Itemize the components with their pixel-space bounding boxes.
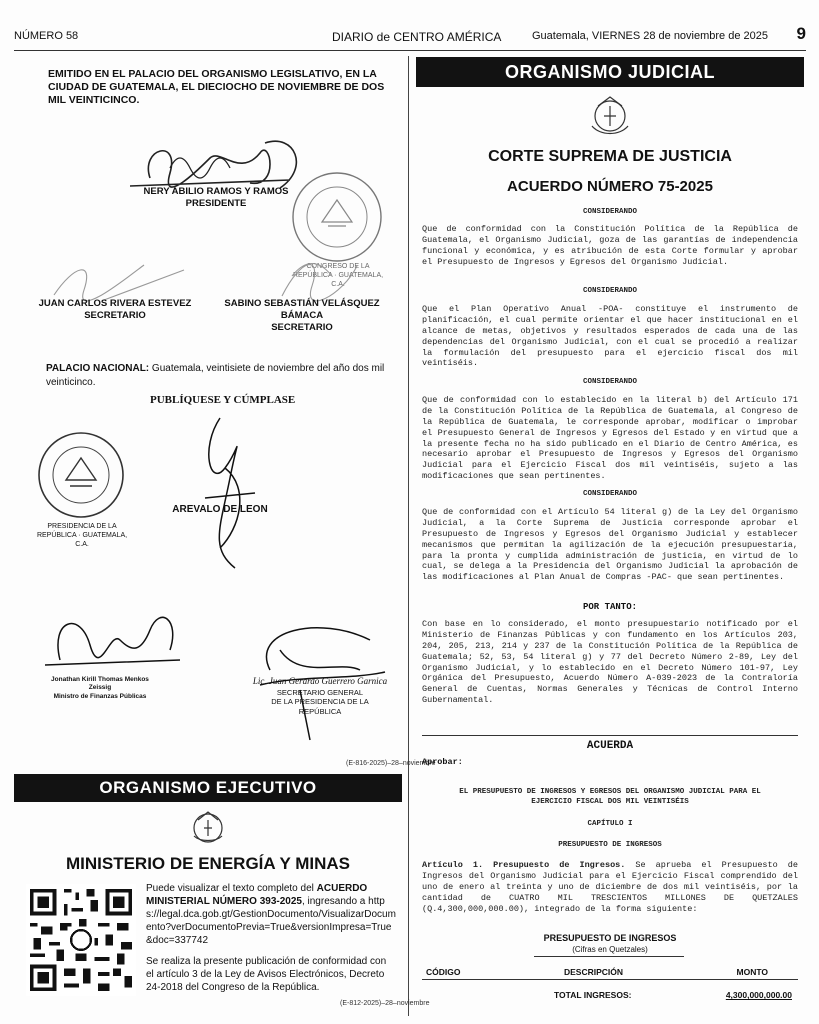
signer-name: SABINO SEBASTIÁN VELÁSQUEZ BÁMACA (224, 298, 380, 321)
column-descripcion: DESCRIPCIÓN (564, 967, 624, 977)
corte-suprema-heading: CORTE SUPREMA DE JUSTICIA (488, 148, 732, 165)
table-header (422, 966, 798, 980)
presupuesto-ingresos-heading: PRESUPUESTO DE INGRESOS (558, 841, 662, 849)
acuerdo-number: ACUERDO NÚMERO 75-2025 (507, 178, 713, 195)
column-codigo: CÓDIGO (426, 967, 461, 977)
minister-signature (40, 676, 160, 701)
considerando-heading: CONSIDERANDO (582, 490, 637, 498)
aprobar-label: Aprobar: (422, 757, 463, 767)
ministerio-heading: MINISTERIO DE ENERGÍA Y MINAS (65, 854, 350, 873)
acuerdo-ministerial: ACUERDO MINISTERIAL NÚMERO 393-2025 (146, 883, 368, 907)
cifras-rule (534, 956, 684, 957)
presidencia-seal-text: PRESIDENCIA DE LA REPÚBLICA · GUATEMALA, C.A. (36, 523, 128, 549)
por-tanto-paragraph: Con base en lo considerado, el monto presupuestario notificado por el Ministerio de Finanzas Públicas y con fundamento en los Artículos 203, 204, 205, 213, 214 y 237 de la Constitución Política de la República de Guatemala; 52, 53, 54 literal g) y 77 del Decreto Número 2-89, Ley del Organismo Judicial, y lo establecido en el Decreto Número 101-97, Ley Orgánica del Presupuesto, Acuerdo Número A-039-2023 de la Contraloría General de Cuentas, Normas Generales y Técnicas de Control Interno Gubernamental. (422, 619, 798, 706)
qr-code-icon[interactable] (26, 884, 136, 996)
total-value: 4,300,000,000.00 (725, 990, 792, 1000)
considerando-paragraph-1: Que de conformidad con la Constitución Política de la República de Guatemala, el Organismo Judicial, goza de las garantías de independencia funcional y económica, y es atribución de esta Corte formular y aprobar el Presupuesto de Ingresos y Egresos del Organismo Judicial. (422, 224, 798, 267)
signer-role: SECRETARIO (84, 309, 146, 321)
considerando-paragraph-4: Que de conformidad con el Artículo 54 literal g) de la Ley del Organismo Judicial, a la Corte Suprema de Justicia corresponde aprobar el Presupuesto de Ingresos y Egresos del Organismo Judicial y establecer mecanismos que permitan la agilización de la ejecución presupuestaria, para la pronta y cumplida administración de justicia, en virtud de lo cual, se delega a la Presidencia del Organismo Judicial la aprobación de las modificaciones al Plan Anual de Compras -PAC- que sean pertinentes. (422, 507, 798, 583)
edict-reference-2: (E-812-2025)–28–noviembre (340, 1000, 430, 1007)
acuerda-heading: ACUERDA (586, 740, 634, 752)
articulo-1-label: Artículo 1. Presupuesto de Ingresos. (422, 860, 626, 870)
secretary-role-2: DE LA PRESIDENCIA DE LA REPÚBLICA (271, 697, 369, 717)
considerando-heading: CONSIDERANDO (582, 378, 637, 386)
articulo-1-text: Se aprueba el Presupuesto de Ingresos del Organismo Judicial para el Ejercicio Fiscal comprendido del uno de enero al treinta y uno de diciembre de dos mil veintiséis, por la cantidad de CUATRO MIL TRESCIENTOS MILLONES DE QUETZALES (Q.4,300,000,000.00), integrado de la forma siguiente: (422, 860, 798, 914)
ministerial-notice (146, 882, 396, 1002)
publication-note: Se realiza la presente publicación de conformidad con el artículo 3 de la Ley de Avisos Electrónicos, Decreto 24-2018 del Congreso de la República. (146, 956, 387, 993)
column-divider (408, 56, 409, 1016)
organismo-ejecutivo-banner: ORGANISMO EJECUTIVO (14, 774, 402, 802)
total-label: TOTAL INGRESOS: (554, 990, 632, 1000)
palacio-label: PALACIO NACIONAL: (46, 363, 150, 374)
minister-name: Jonathan Kirill Thomas Menkos Zeissig (51, 676, 149, 692)
considerando-paragraph-3: Que de conformidad con lo establecido en la literal b) del Artículo 171 de la Constitución Política de la República de Guatemala, al Congreso de la República de Guatemala, le corresponde aprobar, modificar o improbar el Presupuesto General de Ingresos y Egresos del Estado y en virtud que a la presente fecha no ha sido publicado en el Diario de Centro América, es necesario aprobar el Presupuesto de Ingresos y Egresos del Organismo Judicial para el Ejercicio Fiscal dos mil veintiséis, sujeto a las modificaciones que sean pertinentes. (422, 395, 798, 482)
congreso-seal-text: CONGRESO DE LA REPÚBLICA · GUATEMALA, C.A. (292, 263, 384, 289)
issue-number: NÚMERO 58 (14, 30, 79, 42)
secretary-name: Lic. Juan Gerardo Guerrero Garnica (252, 676, 388, 686)
signature-president (126, 186, 306, 210)
president-name: AREVALO DE LEON (172, 504, 268, 515)
signer-role: SECRETARIO (271, 321, 333, 333)
tabla-title: PRESUPUESTO DE INGRESOS (543, 933, 677, 943)
signature-secretary-1 (30, 298, 200, 322)
newspaper-name: DIARIO de CENTRO AMÉRICA (332, 30, 502, 44)
secretary-role-1: SECRETARIO GENERAL (276, 687, 364, 697)
considerando-heading: CONSIDERANDO (582, 287, 637, 295)
minister-role: Ministro de Finanzas Públicas (53, 692, 147, 700)
considerando-heading: CONSIDERANDO (582, 208, 637, 216)
page-number: 9 (796, 24, 806, 43)
tabla-cifras: (Cifras en Quetzales) (572, 945, 648, 954)
notice-intro: Puede visualizar el texto completo del (146, 883, 314, 894)
presidencia-seal (36, 430, 126, 520)
publiquese-heading: PUBLÍQUESE Y CÚMPLASE (150, 394, 296, 406)
palacio-body: Guatemala, veintisiete de noviembre del año dos mil veinticinco. (46, 363, 385, 388)
issue-date: Guatemala, VIERNES 28 de noviembre de 2025 (531, 30, 768, 42)
por-tanto-heading: POR TANTO: (582, 602, 637, 612)
emitido-text: EMITIDO EN EL PALACIO DEL ORGANISMO LEGISLATIVO, EN LA CIUDAD DE GUATEMALA, EL DIECIOCHO DE NOVIEMBRE DE DOS MIL VEINTICINCO. (48, 68, 385, 107)
header-rule (14, 50, 806, 51)
page-header (14, 24, 806, 50)
presupuesto-title: EL PRESUPUESTO DE INGRESOS Y EGRESOS DEL ORGANISMO JUDICIAL PARA EL EJERCICIO FISCAL DOS MIL VEINTISÉIS (459, 788, 761, 807)
edict-reference-1: (E-816-2025)–28–noviembre (346, 760, 436, 767)
signer-name: JUAN CARLOS RIVERA ESTEVEZ (38, 298, 192, 309)
capitulo-heading: CAPÍTULO I (587, 820, 633, 828)
palacio-nacional-text (46, 362, 386, 389)
articulo-1 (422, 860, 798, 914)
acuerda-rule (422, 735, 798, 736)
coat-of-arms-icon (584, 92, 636, 142)
signature-scrawl-arevalo (180, 408, 270, 578)
considerando-paragraph-2: Que el Plan Operativo Anual -POA- constituye el instrumento de planificación, el cual permite orientar el que hacer institucional en el alcance de metas, objetivos y resultados esperados de cada una de las dependencias del Organismo Judicial, con el cual se procedió a realizar la formulación del presupuesto para el ejercicio fiscal dos mil veintiséis. (422, 304, 798, 369)
coat-of-arms-icon (186, 806, 230, 850)
signer-name: NERY ABILIO RAMOS Y RAMOS (143, 186, 289, 197)
notice-link[interactable]: , ingresando a https://legal.dca.gob.gt/GestionDocumento/VisualizarDocumento?verDocumentoPrevia=True&versionImpresa=True&doc=337742 (146, 896, 396, 946)
organismo-judicial-banner: ORGANISMO JUDICIAL (416, 57, 804, 87)
signer-role: PRESIDENTE (185, 197, 247, 209)
secretary-general-signature (250, 676, 390, 717)
signature-scrawl-minister (40, 600, 190, 680)
column-monto: MONTO (736, 967, 768, 977)
signature-secretary-2 (204, 298, 400, 334)
